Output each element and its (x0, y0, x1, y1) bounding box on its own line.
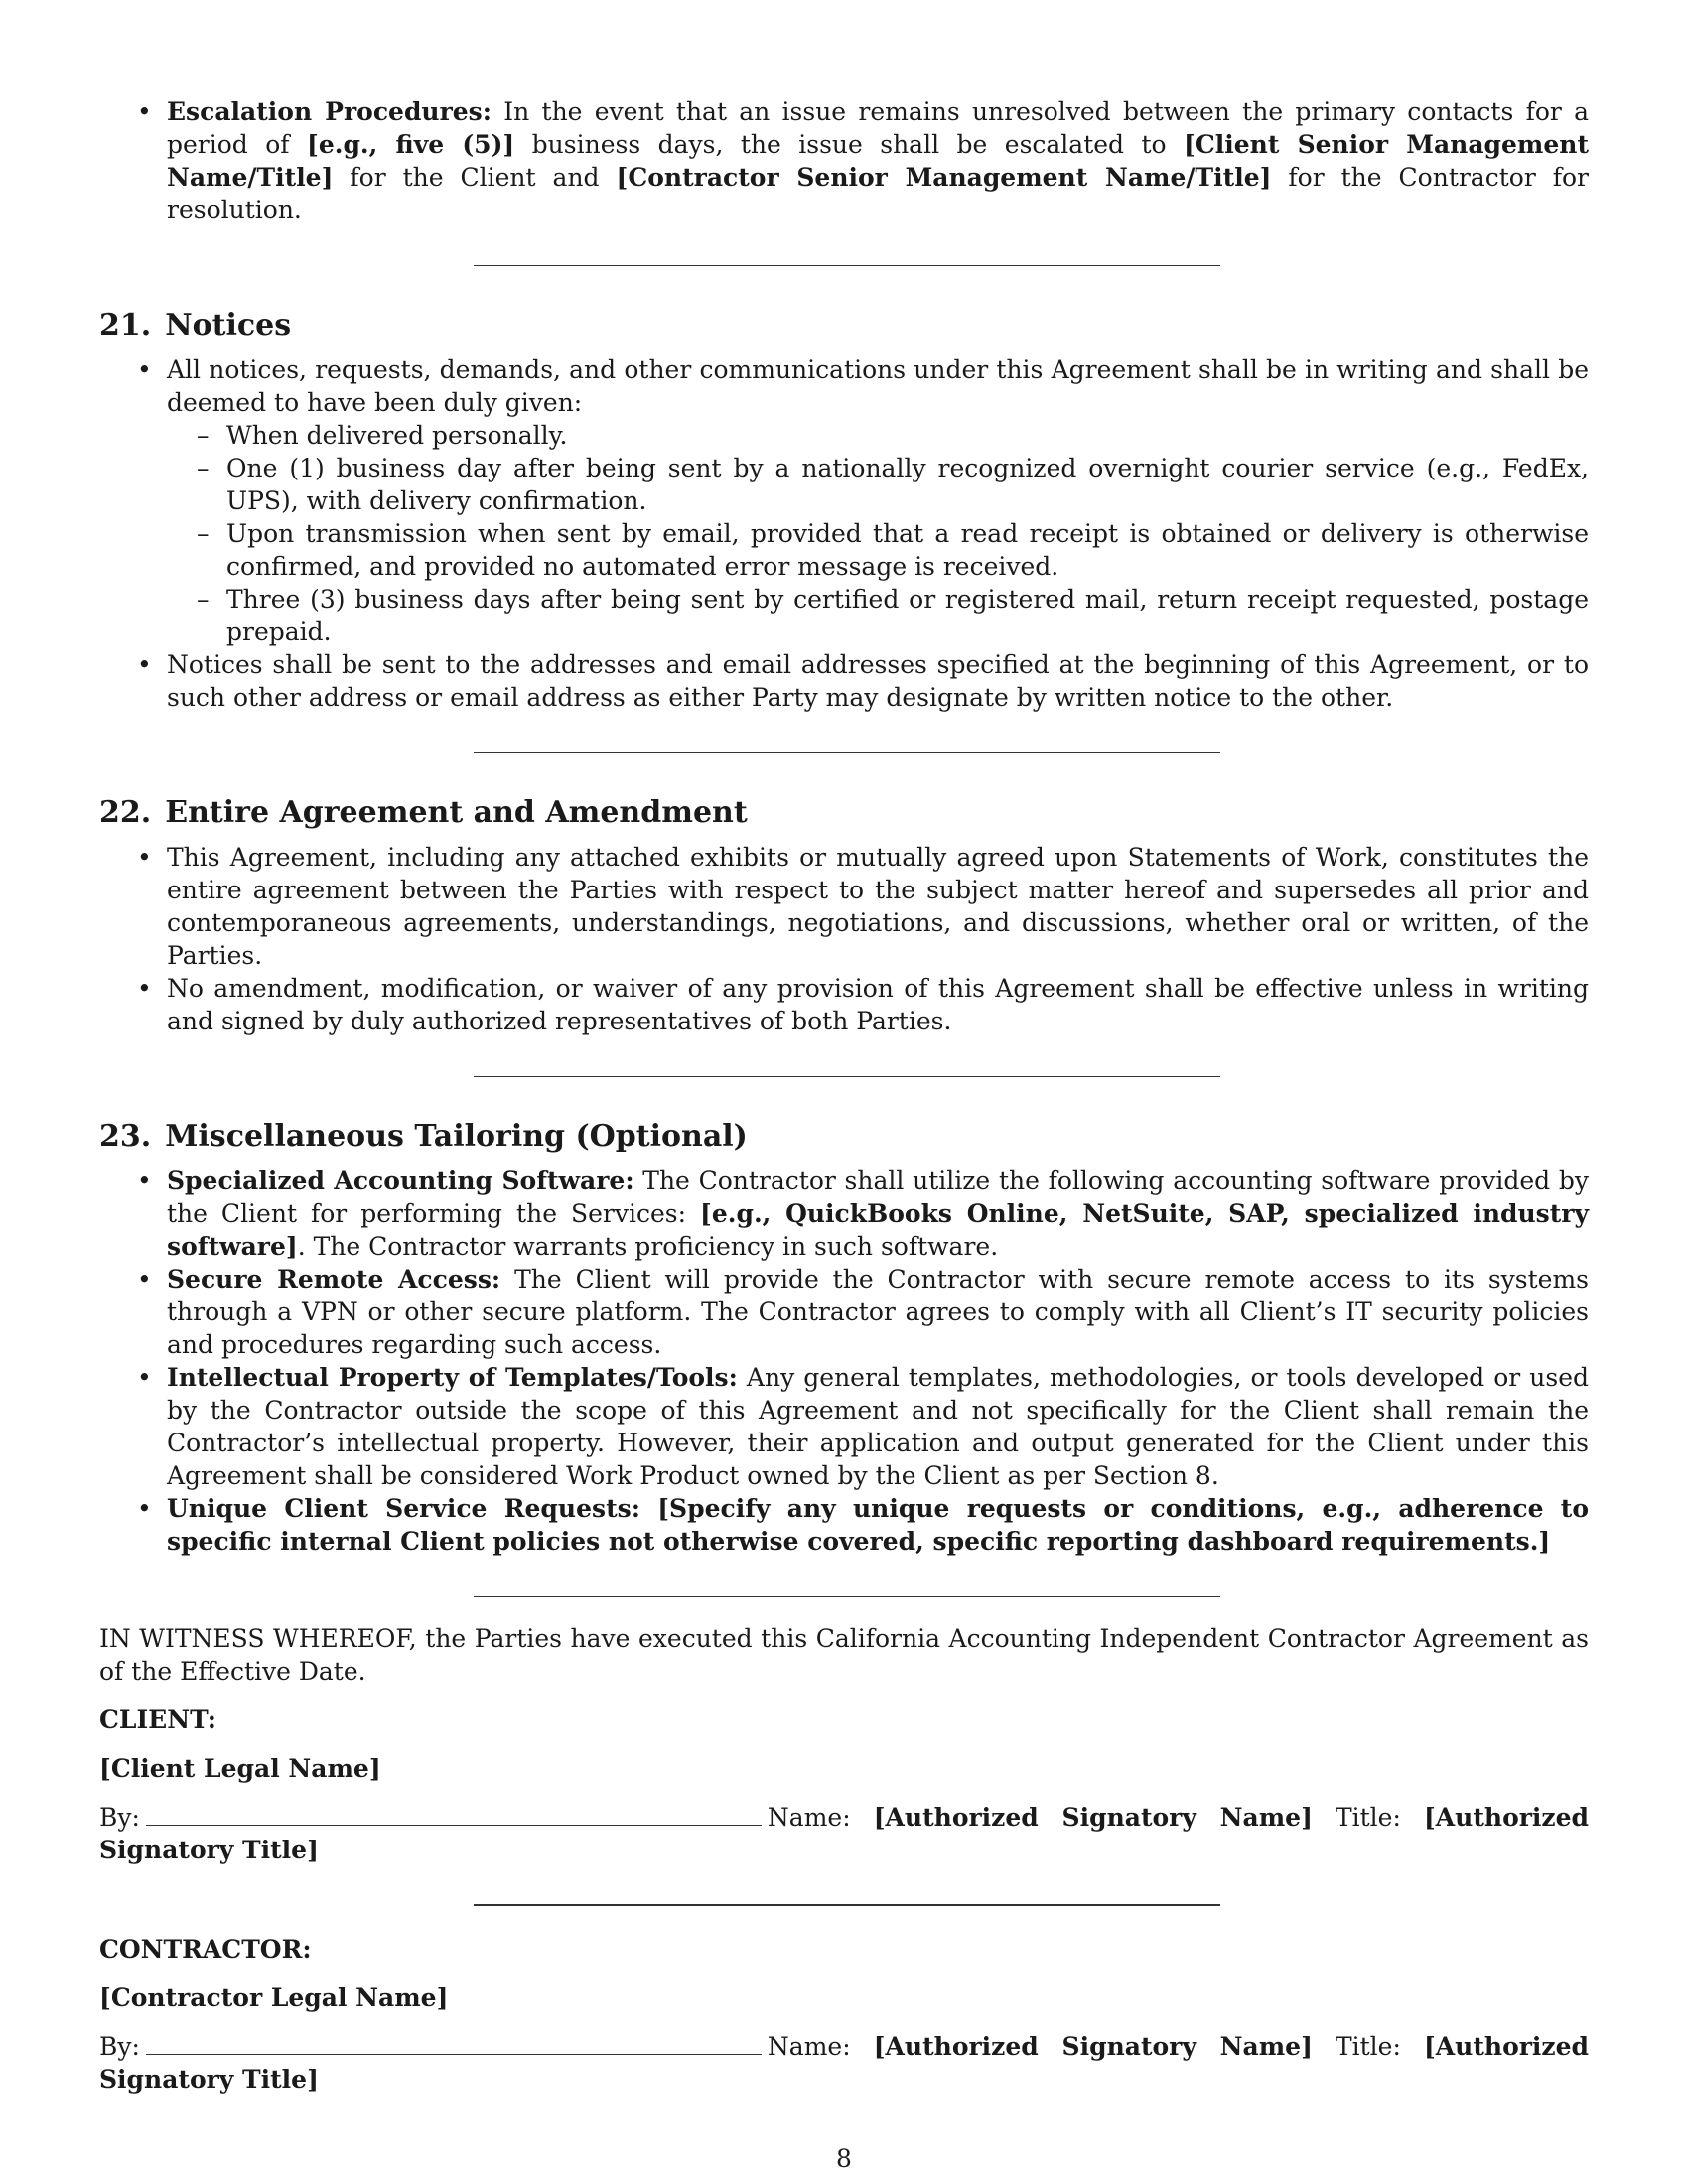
section-divider (474, 1596, 1220, 1597)
escalation-text: business days, the issue shall be escalated to (514, 130, 1185, 159)
item-label: Intellectual Property of Templates/Tools: (167, 1363, 738, 1392)
signatory-title: [Authorized Signatory Title] (99, 1803, 1589, 1864)
list-item (99, 1263, 1589, 1361)
title-label: Title: (1335, 1803, 1401, 1832)
notices-list (99, 353, 1589, 714)
escalation-placeholder-contractor: [Contractor Senior Management Name/Title] (616, 163, 1272, 192)
section-divider (474, 265, 1220, 266)
sublist-item: – When delivered personally. (167, 419, 1589, 452)
item-text: The Contractor shall utilize the following accounting software provided by the Client for performing the Services: (167, 1166, 1589, 1228)
escalation-text: for the Client and (333, 163, 617, 192)
sublist-item: – One (1) business day after being sent by a nationally recognized overnight courier service (e.g., FedEx, UPS), with delivery confirmation. (167, 452, 1589, 517)
item-label: Secure Remote Access: (167, 1265, 501, 1294)
list-item (99, 1492, 1589, 1558)
section-divider (474, 1076, 1220, 1077)
item-placeholder: [Specify any unique requests or conditions, e.g., adherence to specific internal Client policies not otherwise covered, specific reporting dashboard requirements.] (167, 1494, 1589, 1556)
list-item (99, 353, 1589, 648)
client-signature-block (99, 1801, 1589, 1866)
escalation-item (99, 95, 1589, 226)
section-23-heading (99, 1118, 1589, 1156)
signatory-name: [Authorized Signatory Name] (873, 2032, 1313, 2061)
escalation-list (99, 95, 1589, 226)
section-number: 21. (99, 308, 152, 342)
escalation-placeholder-days: [e.g., five (5)] (307, 130, 515, 159)
section-number: 22. (99, 795, 152, 830)
title-label: Title: (1335, 2032, 1401, 2061)
escalation-placeholder-client: [Client Senior Management Name/Title] (167, 130, 1589, 192)
section-22-heading (99, 794, 1589, 832)
item-text: . The Contractor warrants proficiency in such software. (297, 1232, 999, 1261)
item-text: The Client will provide the Contractor with secure remote access to its systems through a VPN or other secure platform. The Contractor agrees to comply with all Client’s IT security policies and procedures regarding such access. (167, 1265, 1589, 1359)
item-label: Unique Client Service Requests: (167, 1494, 640, 1523)
sublist-item: – Upon transmission when sent by email, provided that a read receipt is obtained or delivery is otherwise confirmed, and provided no automated error message is received. (167, 517, 1589, 583)
item-label: Specialized Accounting Software: (167, 1166, 634, 1195)
page-number: 8 (836, 2144, 852, 2173)
contractor-signature-line[interactable] (146, 2032, 762, 2055)
section-divider (474, 1904, 1220, 1906)
list-item (99, 1164, 1589, 1263)
list-item: • Notices shall be sent to the addresses and email addresses specified at the beginning of this Agreement, or to such other address or email address as either Party may designate by written notice to the other. (99, 648, 1589, 714)
client-legal-name: [Client Legal Name] (99, 1754, 381, 1783)
entire-agreement-list (99, 841, 1589, 1037)
signatory-title: [Authorized Signatory Title] (99, 2032, 1589, 2094)
sublist-item: – Three (3) business days after being sent by certified or registered mail, return receipt requested, postage prepaid. (167, 583, 1589, 648)
name-label: Name: (767, 2032, 851, 2061)
notices-sublist (167, 419, 1589, 648)
signatory-name: [Authorized Signatory Name] (873, 1803, 1313, 1832)
contractor-signature-block (99, 2030, 1589, 2096)
section-divider (474, 752, 1220, 753)
by-label: By: (99, 1803, 140, 1832)
escalation-label: Escalation Procedures: (167, 97, 492, 126)
section-title: Entire Agreement and Amendment (165, 795, 748, 830)
item-text: Any general templates, methodologies, or tools developed or used by the Contractor outside the scope of this Agreement and not specifically for the Client shall remain the Contractor’s intellectual property. However, their application and output generated for the Client under this Agreement shall be considered Work Product owned by the Client as per Section 8. (167, 1363, 1589, 1490)
section-21-heading (99, 307, 1589, 344)
contractor-legal-name: [Contractor Legal Name] (99, 1983, 449, 2012)
list-item (99, 1361, 1589, 1492)
by-label: By: (99, 2032, 140, 2061)
escalation-text: for the Contractor for resolution. (167, 163, 1589, 224)
escalation-text: In the event that an issue remains unresolved between the primary contacts for a period of (167, 97, 1590, 159)
list-item-text: All notices, requests, demands, and other communications under this Agreement shall be in writing and shall be deemed to have been duly given: (167, 355, 1589, 417)
item-placeholder: [e.g., QuickBooks Online, NetSuite, SAP, specialized industry software] (167, 1199, 1589, 1261)
name-label: Name: (767, 1803, 851, 1832)
contractor-heading: CONTRACTOR: (99, 1935, 312, 1964)
section-title: Notices (165, 308, 292, 342)
client-heading: CLIENT: (99, 1706, 217, 1734)
document-page (99, 95, 1589, 2096)
witness-paragraph: IN WITNESS WHEREOF, the Parties have executed this California Accounting Independent Contractor Agreement as of the Effective Date. (99, 1624, 1589, 1686)
client-signature-line[interactable] (146, 1803, 762, 1826)
tailoring-list (99, 1164, 1589, 1558)
section-number: 23. (99, 1119, 152, 1154)
section-title: Miscellaneous Tailoring (Optional) (165, 1119, 748, 1154)
list-item: • This Agreement, including any attached exhibits or mutually agreed upon Statements of Work, constitutes the entire agreement between the Parties with respect to the subject matter hereof and supersedes all prior and contemporaneous agreements, understandings, negotiations, and discussions, whether oral or written, of the Parties. (99, 841, 1589, 972)
list-item: • No amendment, modification, or waiver of any provision of this Agreement shall be effective unless in writing and signed by duly authorized representatives of both Parties. (99, 972, 1589, 1037)
